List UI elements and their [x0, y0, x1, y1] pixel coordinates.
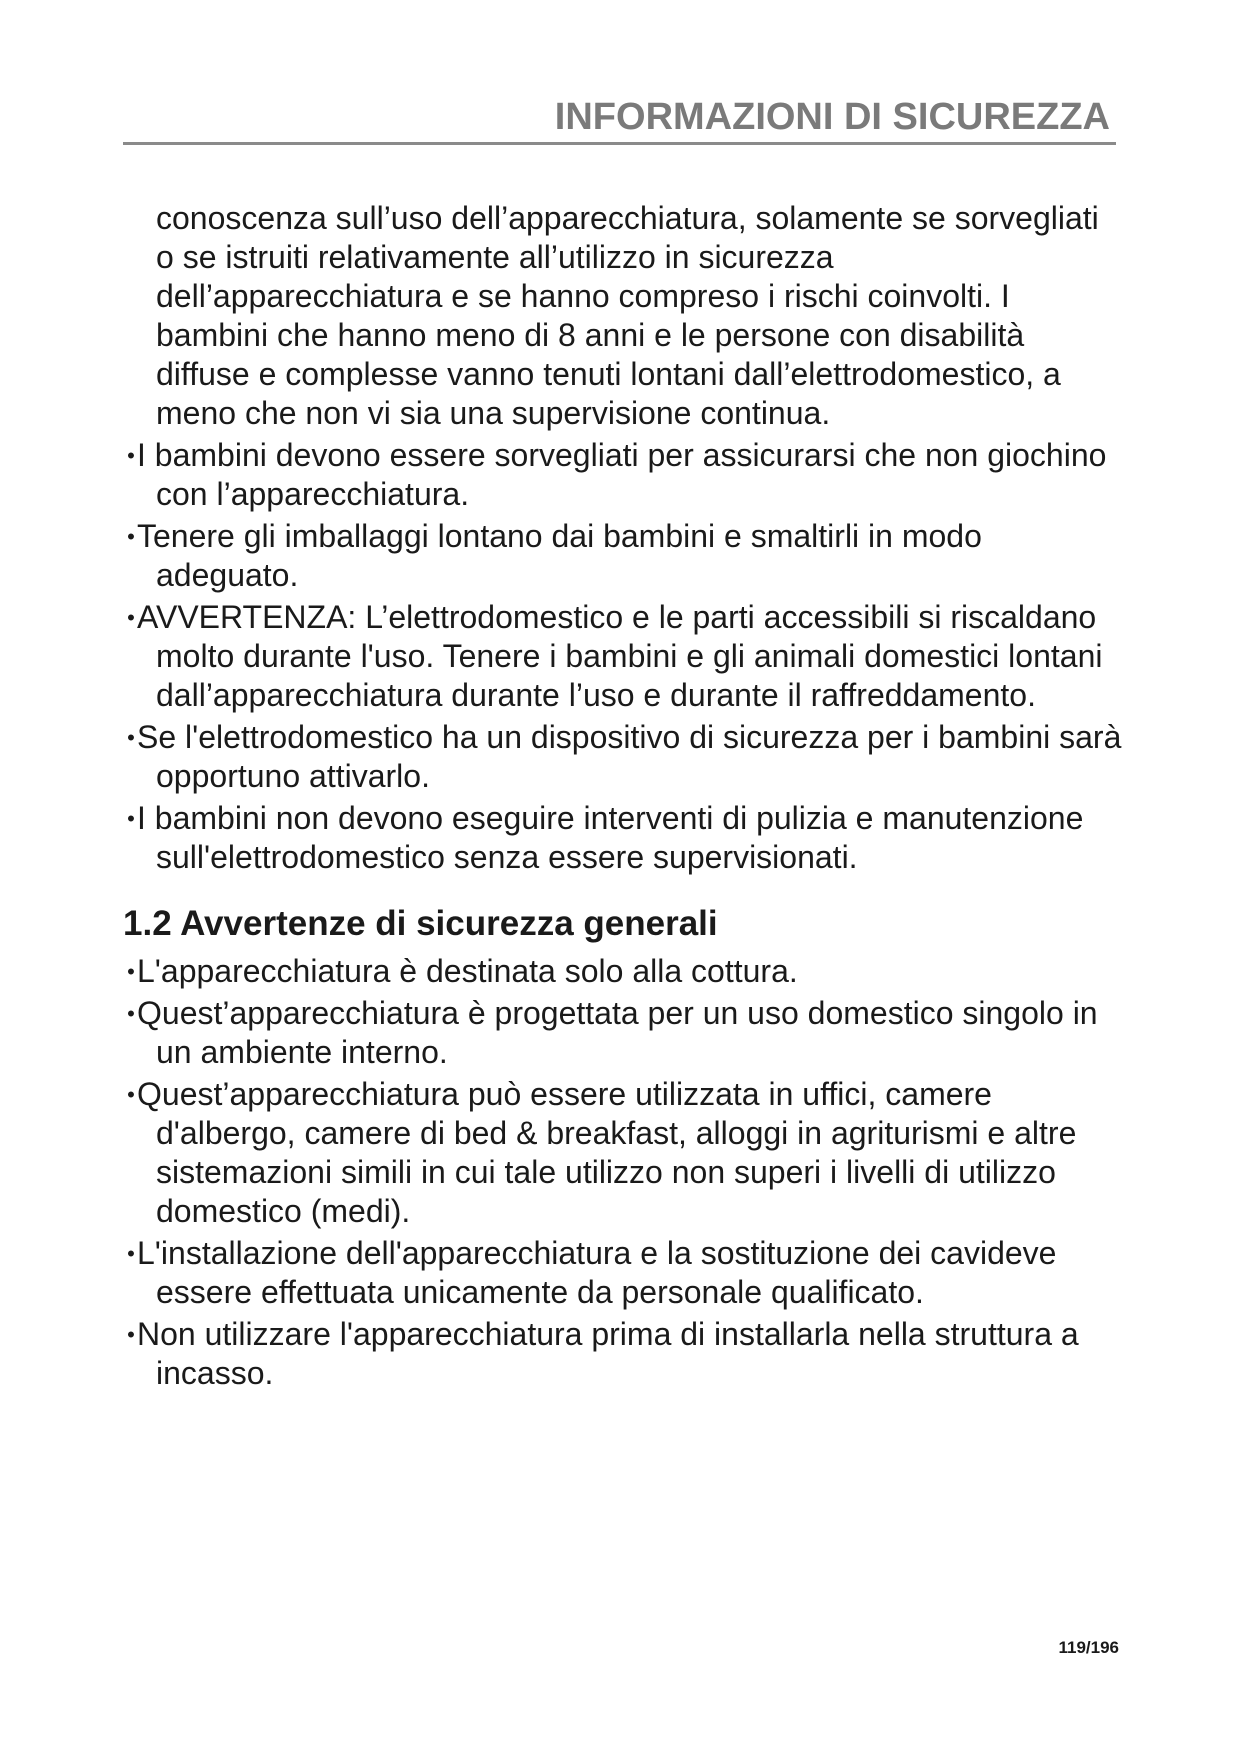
bullet-item: [123, 994, 1123, 1072]
bullet-text: Quest’apparecchiatura può essere utilizzata in uffici, camere d'albergo, camere di bed & breakfast, alloggi in agriturismi e altre sistemazioni simili in cui tale utilizzo non superi i livelli di utilizzo domestico (medi).: [137, 1076, 1077, 1229]
bullet-text: Se l'elettrodomestico ha un dispositivo di sicurezza per i bambini sarà opportuno attivarlo.: [137, 719, 1122, 794]
bullet-dot-icon: •: [127, 1322, 135, 1347]
bullet-item: [123, 799, 1123, 877]
bullet-text: Non utilizzare l'apparecchiatura prima di installarla nella struttura a incasso.: [137, 1316, 1079, 1391]
bullet-item: [123, 1075, 1123, 1231]
continued-paragraph: conoscenza sull’uso dell’apparecchiatura, solamente se sorvegliati o se istruiti relativamente all’utilizzo in sicurezza dell’apparecchiatura e se hanno compreso i rischi coinvolti. I bambini che hanno meno di 8 anni e le persone con disabilità diffuse e complesse vanno tenuti lontani dall’elettrodomestico, a meno che non vi sia una supervisione continua.: [156, 200, 1099, 431]
bullet-item: [123, 598, 1123, 715]
bullet-dot-icon: •: [127, 725, 135, 750]
header-title: INFORMAZIONI DI SICUREZZA: [554, 96, 1110, 138]
bullet-dot-icon: •: [127, 443, 135, 468]
bullet-dot-icon: •: [127, 524, 135, 549]
page-header: [123, 92, 1116, 145]
bullet-item: [123, 1315, 1123, 1393]
bullet-text: L'apparecchiatura è destinata solo alla cottura.: [137, 953, 798, 989]
bullet-item: [123, 436, 1123, 514]
bullet-dot-icon: •: [127, 1001, 135, 1026]
bullet-text: AVVERTENZA: L’elettrodomestico e le parti accessibili si riscaldano molto durante l'uso. Tenere i bambini e gli animali domestici lontani dall’apparecchiatura durante l’uso e durante il raffreddamento.: [137, 599, 1103, 713]
bullet-dot-icon: •: [127, 1082, 135, 1107]
bullet-item: [123, 1234, 1123, 1312]
bullet-dot-icon: •: [127, 605, 135, 630]
bullet-text: L'installazione dell'apparecchiatura e la sostituzione dei cavideve essere effettuata unicamente da personale qualificato.: [137, 1235, 1057, 1310]
page-number: 119/196: [1058, 1638, 1119, 1657]
bullet-dot-icon: •: [127, 806, 135, 831]
bullet-text: I bambini non devono eseguire interventi di pulizia e manutenzione sull'elettrodomestico senza essere supervisionati.: [137, 800, 1084, 875]
bullet-item: [123, 517, 1123, 595]
page-content: [123, 199, 1123, 1393]
bullet-text: I bambini devono essere sorvegliati per assicurarsi che non giochino con l’apparecchiatura.: [137, 437, 1107, 512]
bullet-text: Tenere gli imballaggi lontano dai bambini e smaltirli in modo adeguato.: [137, 518, 982, 593]
bullet-dot-icon: •: [127, 959, 135, 984]
bullet-item: [123, 718, 1123, 796]
bullet-text: Quest’apparecchiatura è progettata per un uso domestico singolo in un ambiente interno.: [137, 995, 1098, 1070]
bullet-item: [123, 952, 1123, 991]
bullet-dot-icon: •: [127, 1241, 135, 1266]
section-heading: 1.2 Avvertenze di sicurezza generali: [123, 904, 718, 943]
